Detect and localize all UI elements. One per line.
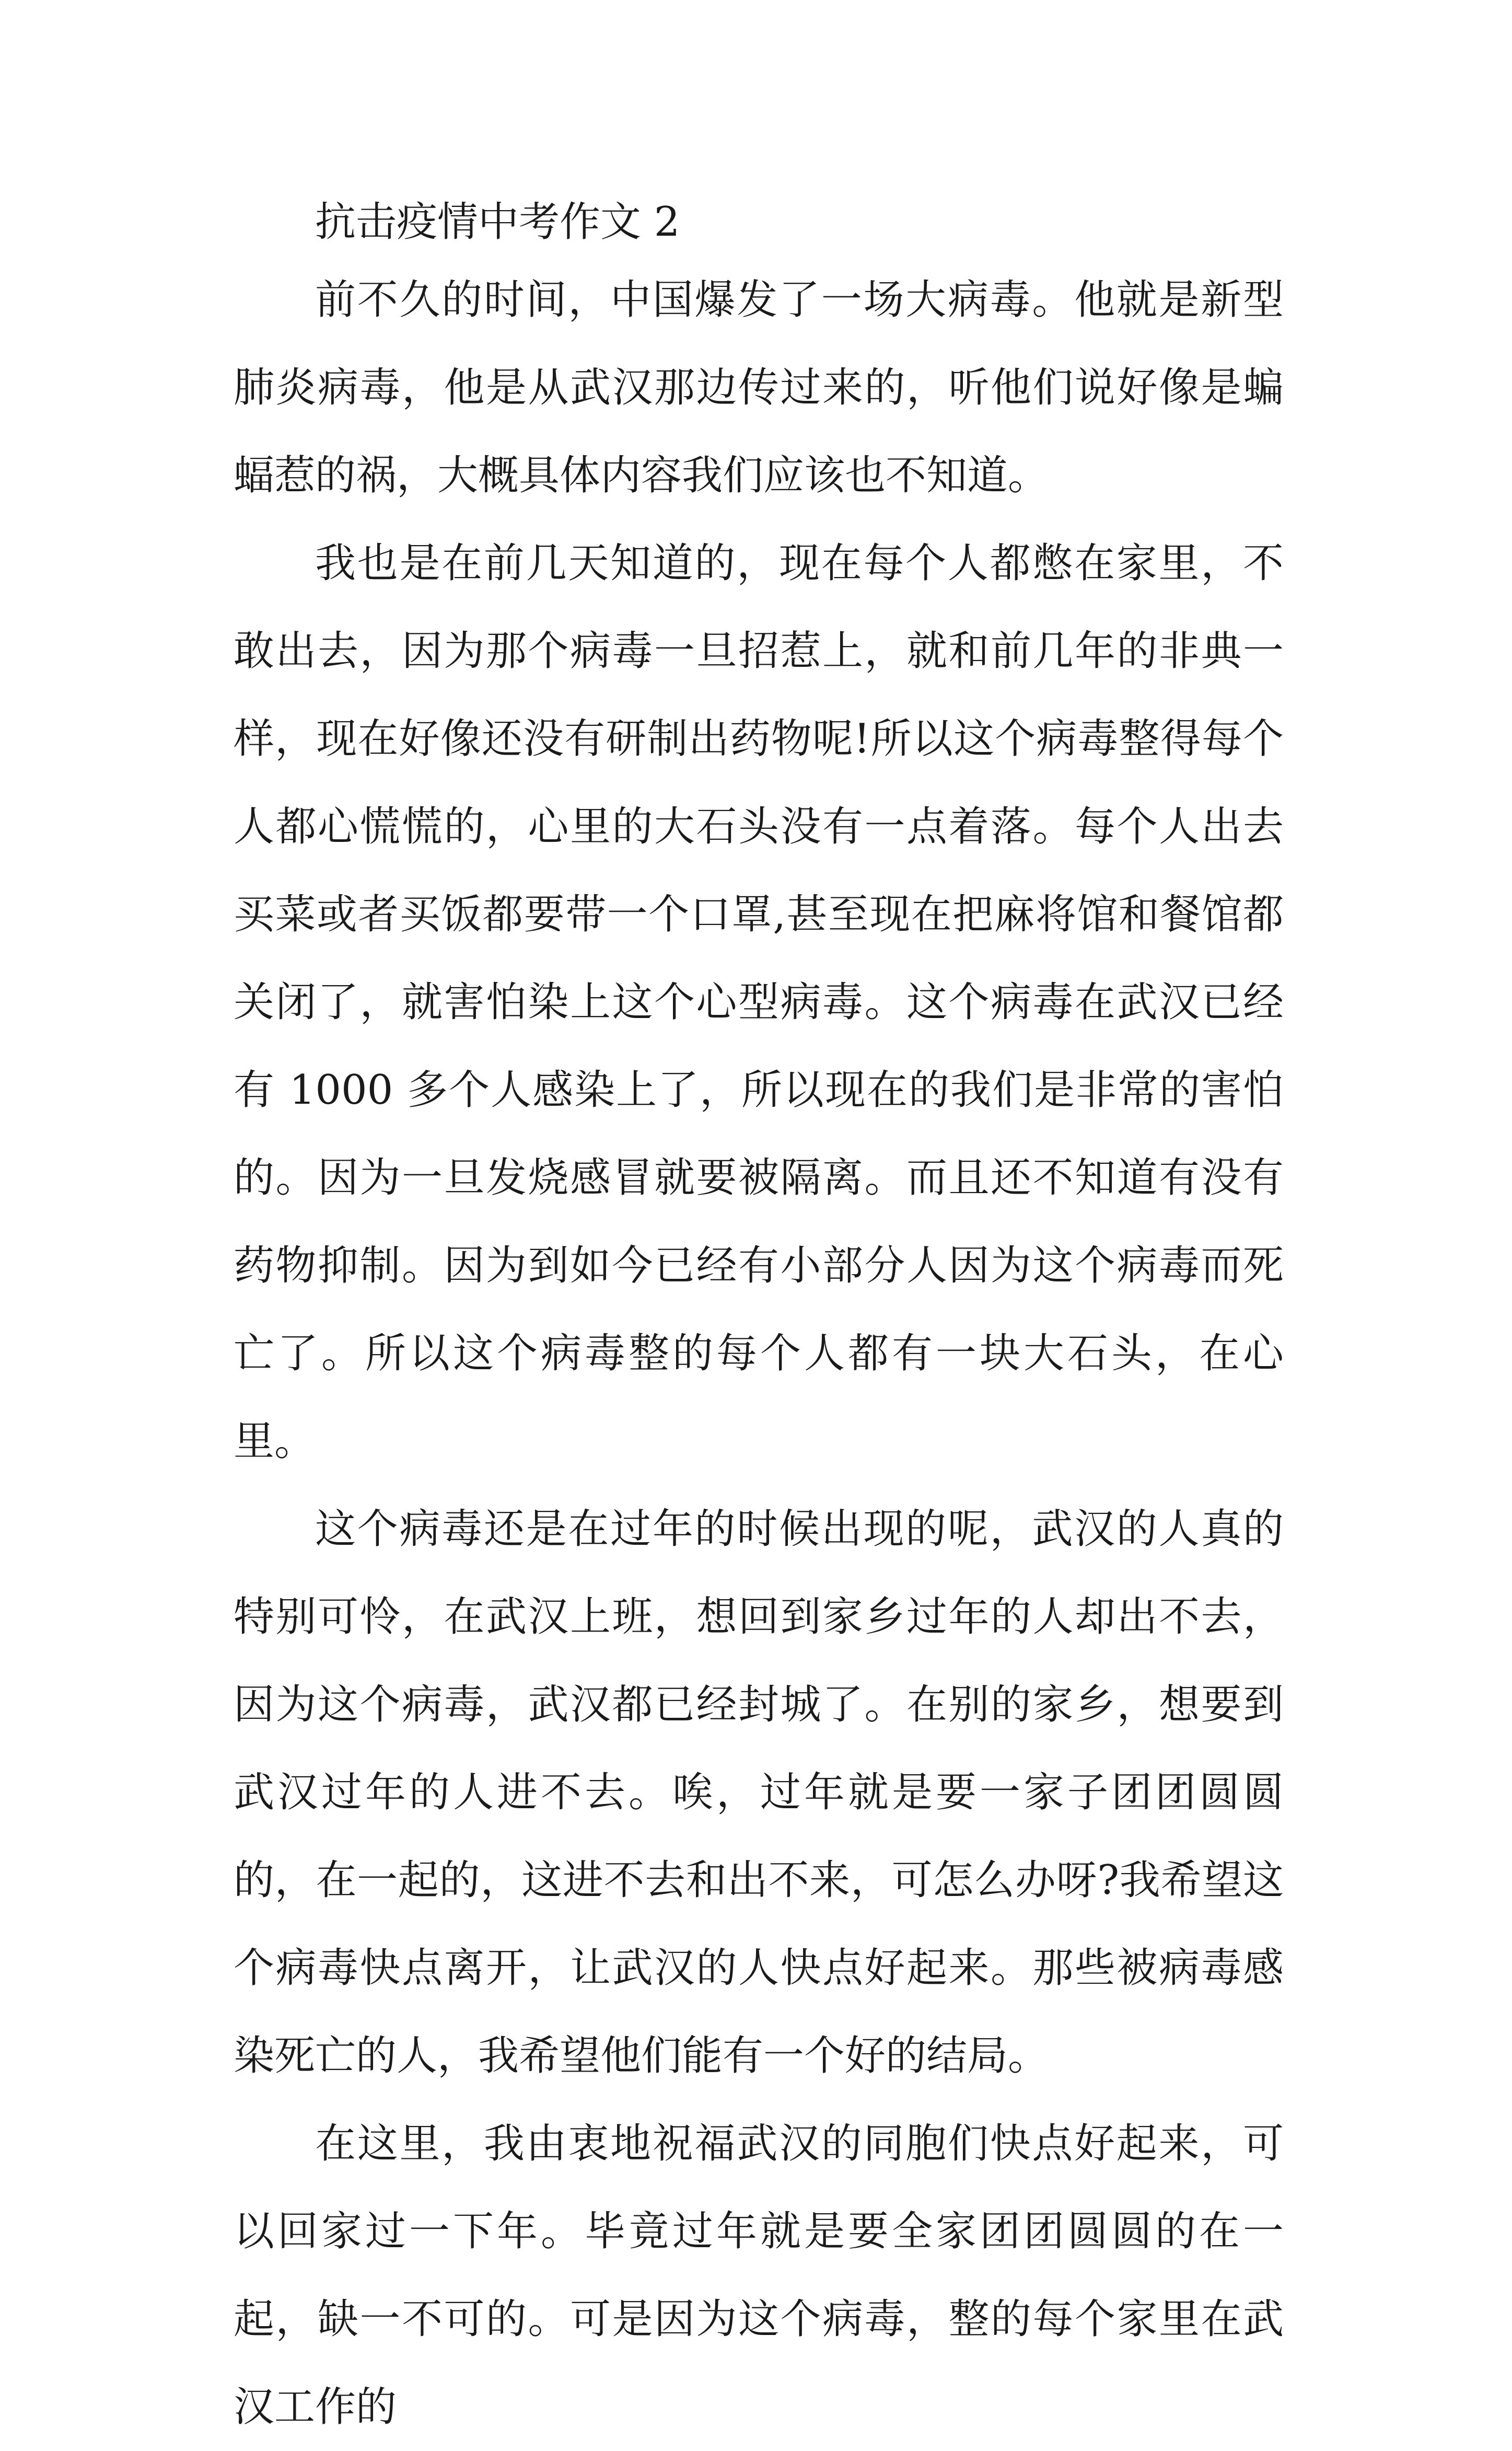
document-title: 抗击疫情中考作文 2: [315, 199, 680, 246]
paragraph-2: 我也是在前几天知道的，现在每个人都憋在家里，不敢出去，因为那个病毒一旦招惹上，就和前几年的非典一样，现在好像还没有研制出药物呢!所以这个病毒整得每个人都心慌慌的，心里的大石头没有一点着落。每个人出去买菜或者买饭都要带一个口罩,甚至现在把麻将馆和餐馆都关闭了，就害怕染上这个心型病毒。这个病毒在武汉已经有 1000 多个人感染上了，所以现在的我们是非常的害怕的。因为一旦发烧感冒就要被隔离。而且还不知道有没有药物抑制。因为到如今已经有小部分人因为这个病毒而死亡了。所以这个病毒整的每个人都有一块大石头，在心里。: [234, 540, 1284, 1465]
paragraph-3: 这个病毒还是在过年的时候出现的呢，武汉的人真的特别可怜，在武汉上班，想回到家乡过年的人却出不去，因为这个病毒，武汉都已经封城了。在别的家乡，想要到武汉过年的人进不去。唉，过年就是要一家子团团圆圆的，在一起的，这进不去和出不来，可怎么办呀?我希望这个病毒快点离开，让武汉的人快点好起来。那些被病毒感染死亡的人，我希望他们能有一个好的结局。: [234, 1506, 1284, 2079]
document-body: [234, 199, 1284, 2451]
paragraph-1: 前不久的时间，中国爆发了一场大病毒。他就是新型肺炎病毒，他是从武汉那边传过来的，听他们说好像是蝙蝠惹的祸，大概具体内容我们应该也不知道。: [234, 276, 1284, 499]
paragraph-4: 在这里，我由衷地祝福武汉的同胞们快点好起来，可以回家过一下年。毕竟过年就是要全家团团圆圆的在一起，缺一不可的。可是因为这个病毒，整的每个家里在武汉工作的: [234, 2120, 1284, 2431]
